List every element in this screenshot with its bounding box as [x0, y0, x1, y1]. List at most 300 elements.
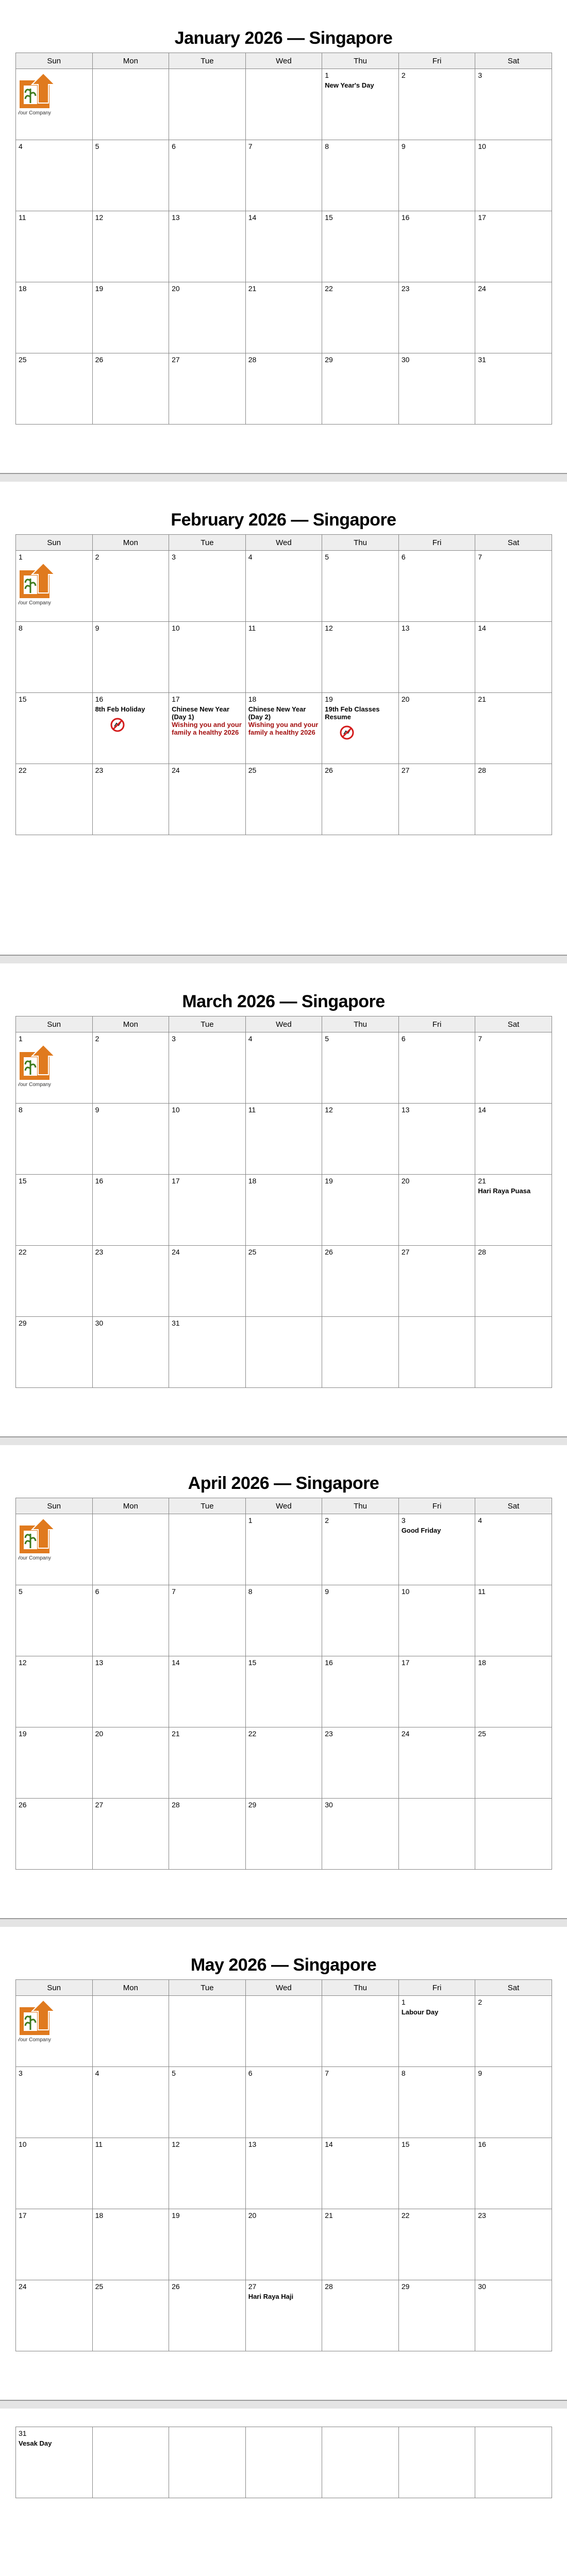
day-cell-12[interactable] [322, 622, 399, 693]
empty-day-cell[interactable] [475, 2427, 552, 2498]
day-cell-5[interactable] [92, 140, 169, 211]
day-number: 24 [19, 2282, 27, 2291]
day-number: 21 [248, 284, 257, 293]
weekday-header-sat: Sat [475, 1016, 552, 1032]
month-title: February 2026 — Singapore [171, 510, 396, 530]
weekday-header-tue: Tue [169, 1980, 246, 1996]
month-page [0, 1927, 567, 2401]
day-cell-6[interactable] [92, 1585, 169, 1656]
day-cell-12[interactable] [92, 211, 169, 282]
company-logo [19, 563, 90, 608]
day-number: 3 [19, 2069, 23, 2077]
day-number: 13 [401, 624, 410, 632]
day-number: 25 [478, 1730, 486, 1738]
day-cell-14[interactable] [322, 2138, 399, 2209]
day-number: 9 [325, 1587, 329, 1596]
day-number: 7 [172, 1587, 176, 1596]
week-row [16, 140, 552, 211]
day-number: 1 [248, 1516, 253, 1524]
day-cell-10[interactable] [169, 1104, 246, 1175]
day-cell-26[interactable] [169, 2280, 246, 2351]
day-cell-6[interactable] [169, 140, 246, 211]
day-cell-20[interactable] [398, 1175, 475, 1246]
empty-day-cell[interactable] [92, 1996, 169, 2067]
day-cell-30[interactable] [398, 353, 475, 425]
day-cell-23[interactable] [398, 282, 475, 353]
day-cell-17[interactable] [475, 211, 552, 282]
day-cell-2[interactable] [92, 551, 169, 622]
day-cell-29[interactable] [398, 2280, 475, 2351]
day-cell-17[interactable] [169, 693, 246, 764]
weekday-header-row [16, 1980, 552, 1996]
day-cell-28[interactable] [322, 2280, 399, 2351]
day-number: 6 [172, 142, 176, 150]
day-cell-24[interactable] [169, 764, 246, 835]
day-cell-21[interactable] [245, 282, 322, 353]
week-row [16, 2067, 552, 2138]
holiday-label-line: Hari Raya Puasa [478, 1187, 531, 1195]
day-cell-1[interactable] [322, 69, 399, 140]
day-cell-12[interactable] [16, 1656, 93, 1727]
day-number: 15 [19, 1177, 27, 1185]
day-cell-24[interactable] [475, 282, 552, 353]
empty-day-cell[interactable] [169, 2427, 246, 2498]
day-number: 12 [325, 624, 333, 632]
day-number: 24 [172, 766, 180, 774]
day-cell-11[interactable] [245, 1104, 322, 1175]
day-cell-26[interactable] [92, 353, 169, 425]
empty-day-cell[interactable] [16, 1996, 93, 2067]
weekday-header-sat: Sat [475, 53, 552, 69]
empty-day-cell[interactable] [398, 2427, 475, 2498]
holiday-label-line: New Year's Day [325, 81, 374, 89]
empty-day-cell[interactable] [169, 1514, 246, 1585]
holiday-label-line: Resume [325, 713, 351, 721]
day-cell-31[interactable] [169, 1317, 246, 1388]
day-cell-4[interactable] [245, 1032, 322, 1104]
day-number: 22 [19, 1248, 27, 1256]
day-cell-22[interactable] [16, 1246, 93, 1317]
company-logo [19, 2000, 90, 2045]
day-cell-25[interactable] [475, 1727, 552, 1799]
day-number: 20 [172, 284, 180, 293]
day-number: 31 [478, 355, 486, 364]
day-cell-27[interactable] [169, 353, 246, 425]
day-cell-18[interactable] [245, 693, 322, 764]
weekday-header-sat: Sat [475, 1498, 552, 1514]
day-number: 20 [248, 2211, 257, 2219]
day-cell-4[interactable] [16, 140, 93, 211]
empty-day-cell[interactable] [398, 1317, 475, 1388]
day-cell-24[interactable] [169, 1246, 246, 1317]
day-cell-9[interactable] [398, 140, 475, 211]
week-row [16, 2280, 552, 2351]
day-cell-16[interactable] [92, 1175, 169, 1246]
day-number: 14 [325, 2140, 333, 2148]
day-cell-18[interactable] [475, 1656, 552, 1727]
day-cell-14[interactable] [169, 1656, 246, 1727]
day-cell-20[interactable] [245, 2209, 322, 2280]
day-cell-8[interactable] [322, 140, 399, 211]
day-number: 8 [401, 2069, 406, 2077]
day-cell-13[interactable] [92, 1656, 169, 1727]
day-cell-27[interactable] [398, 764, 475, 835]
day-cell-25[interactable] [16, 353, 93, 425]
empty-day-cell[interactable] [322, 1317, 399, 1388]
week-row [16, 1246, 552, 1317]
day-cell-23[interactable] [322, 1727, 399, 1799]
day-cell-17[interactable] [169, 1175, 246, 1246]
day-cell-8[interactable] [245, 1585, 322, 1656]
holiday-label [248, 705, 320, 721]
day-cell-7[interactable] [475, 1032, 552, 1104]
day-number: 23 [95, 766, 104, 774]
day-cell-5[interactable] [322, 551, 399, 622]
holiday-label-line: 8th Feb Holiday [95, 705, 145, 713]
holiday-label [402, 1527, 473, 1534]
day-number: 6 [95, 1587, 99, 1596]
day-cell-18[interactable] [245, 1175, 322, 1246]
day-number: 28 [325, 2282, 333, 2291]
logo-label: Your Company [19, 2037, 51, 2043]
holiday-label-line: Vesak Day [19, 2439, 52, 2447]
day-cell-25[interactable] [245, 764, 322, 835]
day-cell-19[interactable] [92, 282, 169, 353]
day-cell-7[interactable] [245, 140, 322, 211]
day-cell-10[interactable] [475, 140, 552, 211]
day-number: 23 [95, 1248, 104, 1256]
day-cell-11[interactable] [16, 211, 93, 282]
empty-day-cell[interactable] [92, 2427, 169, 2498]
day-cell-9[interactable] [475, 2067, 552, 2138]
day-cell-3[interactable] [16, 2067, 93, 2138]
empty-day-cell[interactable] [245, 1317, 322, 1388]
day-cell-23[interactable] [92, 764, 169, 835]
day-cell-16[interactable] [92, 693, 169, 764]
day-cell-26[interactable] [322, 1246, 399, 1317]
day-cell-3[interactable] [475, 69, 552, 140]
day-number: 18 [248, 695, 257, 703]
empty-day-cell[interactable] [169, 1996, 246, 2067]
day-cell-18[interactable] [16, 282, 93, 353]
day-cell-19[interactable] [16, 1727, 93, 1799]
day-number: 8 [19, 1106, 23, 1114]
empty-day-cell[interactable] [245, 1996, 322, 2067]
empty-day-cell[interactable] [245, 2427, 322, 2498]
day-cell-21[interactable] [475, 693, 552, 764]
month-page [0, 0, 567, 474]
day-cell-19[interactable] [169, 2209, 246, 2280]
empty-day-cell[interactable] [16, 69, 93, 140]
company-logo-graphic [19, 2000, 58, 2043]
day-cell-22[interactable] [398, 2209, 475, 2280]
day-cell-6[interactable] [245, 2067, 322, 2138]
day-cell-15[interactable] [322, 211, 399, 282]
day-cell-10[interactable] [398, 1585, 475, 1656]
company-logo-graphic [19, 73, 58, 116]
day-number: 15 [401, 2140, 410, 2148]
day-number: 8 [325, 142, 329, 150]
day-number: 30 [325, 1801, 333, 1809]
day-cell-28[interactable] [475, 764, 552, 835]
day-cell-10[interactable] [16, 2138, 93, 2209]
day-cell-6[interactable] [398, 1032, 475, 1104]
day-cell-31[interactable] [16, 2427, 93, 2498]
week-row [16, 1514, 552, 1585]
day-cell-27[interactable] [398, 1246, 475, 1317]
day-number: 4 [478, 1516, 482, 1524]
calendar-grid [15, 2427, 552, 2498]
logo-label: Your Company [19, 1082, 51, 1088]
day-number: 7 [325, 2069, 329, 2077]
day-cell-4[interactable] [245, 551, 322, 622]
day-number: 21 [478, 1177, 486, 1185]
day-cell-21[interactable] [169, 1727, 246, 1799]
empty-day-cell[interactable] [322, 1996, 399, 2067]
day-number: 10 [401, 1587, 410, 1596]
week-row [16, 1585, 552, 1656]
weekday-header-sat: Sat [475, 535, 552, 551]
day-cell-13[interactable] [245, 2138, 322, 2209]
day-number: 5 [95, 142, 99, 150]
day-number: 12 [95, 213, 104, 222]
company-logo-graphic [19, 1045, 58, 1088]
day-number: 27 [248, 2282, 257, 2291]
day-number: 7 [478, 1035, 482, 1043]
day-cell-29[interactable] [16, 1317, 93, 1388]
day-cell-27[interactable] [245, 2280, 322, 2351]
day-cell-11[interactable] [92, 2138, 169, 2209]
day-number: 25 [248, 1248, 257, 1256]
day-number: 11 [19, 213, 26, 222]
day-cell-4[interactable] [92, 2067, 169, 2138]
day-cell-24[interactable] [16, 2280, 93, 2351]
day-cell-25[interactable] [92, 2280, 169, 2351]
weekday-header-fri: Fri [398, 53, 475, 69]
day-cell-27[interactable] [92, 1799, 169, 1870]
weekday-header-fri: Fri [398, 535, 475, 551]
day-cell-9[interactable] [92, 622, 169, 693]
day-number: 3 [401, 1516, 406, 1524]
empty-day-cell[interactable] [92, 69, 169, 140]
day-number: 23 [325, 1730, 333, 1738]
day-cell-12[interactable] [169, 2138, 246, 2209]
week-row [16, 1317, 552, 1388]
empty-day-cell[interactable] [475, 1317, 552, 1388]
day-cell-17[interactable] [398, 1656, 475, 1727]
day-number: 18 [19, 284, 27, 293]
day-cell-15[interactable] [398, 2138, 475, 2209]
weekday-header-tue: Tue [169, 1016, 246, 1032]
day-number: 17 [172, 1177, 180, 1185]
day-cell-26[interactable] [322, 764, 399, 835]
day-cell-7[interactable] [322, 2067, 399, 2138]
empty-day-cell[interactable] [16, 1514, 93, 1585]
day-number: 14 [172, 1658, 180, 1667]
holiday-label-line: Chinese New Year [248, 705, 306, 713]
day-number: 20 [95, 1730, 104, 1738]
day-cell-3[interactable] [169, 551, 246, 622]
day-number: 9 [401, 142, 406, 150]
day-number: 1 [19, 553, 23, 561]
weekday-header-wed: Wed [245, 1016, 322, 1032]
day-cell-30[interactable] [475, 2280, 552, 2351]
day-cell-6[interactable] [398, 551, 475, 622]
day-cell-2[interactable] [322, 1514, 399, 1585]
day-cell-5[interactable] [16, 1585, 93, 1656]
day-number: 24 [478, 284, 486, 293]
month-title: April 2026 — Singapore [188, 1473, 379, 1493]
weekday-header-row [16, 1498, 552, 1514]
day-cell-7[interactable] [475, 551, 552, 622]
day-number: 12 [19, 1658, 27, 1667]
day-cell-15[interactable] [16, 693, 93, 764]
day-cell-13[interactable] [398, 1104, 475, 1175]
day-cell-13[interactable] [169, 211, 246, 282]
weekday-header-mon: Mon [92, 535, 169, 551]
day-number: 28 [478, 1248, 486, 1256]
day-cell-5[interactable] [322, 1032, 399, 1104]
day-cell-12[interactable] [322, 1104, 399, 1175]
day-number: 25 [95, 2282, 104, 2291]
month-page [0, 1445, 567, 1919]
day-cell-14[interactable] [475, 622, 552, 693]
day-cell-21[interactable] [475, 1175, 552, 1246]
day-cell-1[interactable] [245, 1514, 322, 1585]
day-cell-13[interactable] [398, 622, 475, 693]
empty-day-cell[interactable] [475, 1799, 552, 1870]
day-number: 6 [401, 1035, 406, 1043]
day-cell-8[interactable] [16, 622, 93, 693]
day-number: 13 [95, 1658, 104, 1667]
day-cell-18[interactable] [92, 2209, 169, 2280]
day-number: 29 [248, 1801, 257, 1809]
day-cell-2[interactable] [398, 69, 475, 140]
day-number: 16 [401, 213, 410, 222]
day-cell-31[interactable] [475, 353, 552, 425]
calendar-grid [15, 1979, 552, 2351]
day-cell-14[interactable] [475, 1104, 552, 1175]
weekday-header-fri: Fri [398, 1980, 475, 1996]
day-cell-16[interactable] [475, 2138, 552, 2209]
day-cell-29[interactable] [322, 353, 399, 425]
day-number: 3 [478, 71, 482, 79]
day-cell-5[interactable] [169, 2067, 246, 2138]
holiday-label [172, 705, 243, 721]
week-row [16, 764, 552, 835]
day-cell-10[interactable] [169, 622, 246, 693]
week-row [16, 2427, 552, 2498]
day-cell-29[interactable] [245, 1799, 322, 1870]
day-cell-20[interactable] [169, 282, 246, 353]
day-cell-20[interactable] [398, 693, 475, 764]
day-cell-4[interactable] [475, 1514, 552, 1585]
day-cell-19[interactable] [322, 693, 399, 764]
day-cell-23[interactable] [92, 1246, 169, 1317]
day-cell-30[interactable] [322, 1799, 399, 1870]
day-number: 1 [325, 71, 329, 79]
holiday-label [325, 81, 396, 89]
empty-day-cell[interactable] [169, 69, 246, 140]
day-number: 15 [19, 695, 27, 703]
day-cell-16[interactable] [398, 211, 475, 282]
day-cell-20[interactable] [92, 1727, 169, 1799]
day-cell-1[interactable] [16, 1032, 93, 1104]
day-number: 21 [325, 2211, 333, 2219]
holiday-label [402, 2008, 473, 2016]
day-cell-15[interactable] [245, 1656, 322, 1727]
day-cell-24[interactable] [398, 1727, 475, 1799]
day-cell-11[interactable] [475, 1585, 552, 1656]
day-cell-26[interactable] [16, 1799, 93, 1870]
day-cell-22[interactable] [16, 764, 93, 835]
day-number: 26 [325, 1248, 333, 1256]
day-cell-28[interactable] [169, 1799, 246, 1870]
holiday-label-line: (Day 1) [172, 713, 194, 721]
weekday-header-row [16, 1016, 552, 1032]
day-number: 26 [95, 355, 104, 364]
empty-day-cell[interactable] [398, 1799, 475, 1870]
day-cell-9[interactable] [92, 1104, 169, 1175]
day-cell-8[interactable] [398, 2067, 475, 2138]
day-cell-8[interactable] [16, 1104, 93, 1175]
no-entry-icon [110, 717, 125, 733]
day-cell-19[interactable] [322, 1175, 399, 1246]
empty-day-cell[interactable] [245, 69, 322, 140]
day-number: 26 [325, 766, 333, 774]
day-cell-3[interactable] [169, 1032, 246, 1104]
day-cell-9[interactable] [322, 1585, 399, 1656]
day-cell-17[interactable] [16, 2209, 93, 2280]
day-number: 10 [19, 2140, 27, 2148]
weekday-header-thu: Thu [322, 535, 399, 551]
day-cell-1[interactable] [398, 1996, 475, 2067]
day-cell-28[interactable] [475, 1246, 552, 1317]
day-cell-30[interactable] [92, 1317, 169, 1388]
day-cell-25[interactable] [245, 1246, 322, 1317]
day-cell-22[interactable] [322, 282, 399, 353]
day-cell-23[interactable] [475, 2209, 552, 2280]
day-cell-11[interactable] [245, 622, 322, 693]
day-cell-2[interactable] [92, 1032, 169, 1104]
day-number: 23 [478, 2211, 486, 2219]
weekday-header-tue: Tue [169, 1498, 246, 1514]
day-cell-22[interactable] [245, 1727, 322, 1799]
day-number: 3 [172, 553, 176, 561]
day-cell-15[interactable] [16, 1175, 93, 1246]
greeting-message: Wishing you and your family a healthy 2026 [172, 721, 242, 736]
holiday-stamp [110, 717, 166, 734]
empty-day-cell[interactable] [92, 1514, 169, 1585]
day-cell-3[interactable] [398, 1514, 475, 1585]
day-number: 30 [401, 355, 410, 364]
day-cell-1[interactable] [16, 551, 93, 622]
day-cell-21[interactable] [322, 2209, 399, 2280]
no-entry-icon [339, 725, 355, 740]
day-cell-28[interactable] [245, 353, 322, 425]
day-number: 13 [172, 213, 180, 222]
empty-day-cell[interactable] [322, 2427, 399, 2498]
weekday-header-row [16, 53, 552, 69]
day-cell-2[interactable] [475, 1996, 552, 2067]
day-cell-14[interactable] [245, 211, 322, 282]
day-cell-7[interactable] [169, 1585, 246, 1656]
week-row [16, 551, 552, 622]
holiday-label-line: 19th Feb Classes [325, 705, 380, 713]
day-number: 19 [95, 284, 104, 293]
day-number: 6 [401, 553, 406, 561]
day-cell-16[interactable] [322, 1656, 399, 1727]
